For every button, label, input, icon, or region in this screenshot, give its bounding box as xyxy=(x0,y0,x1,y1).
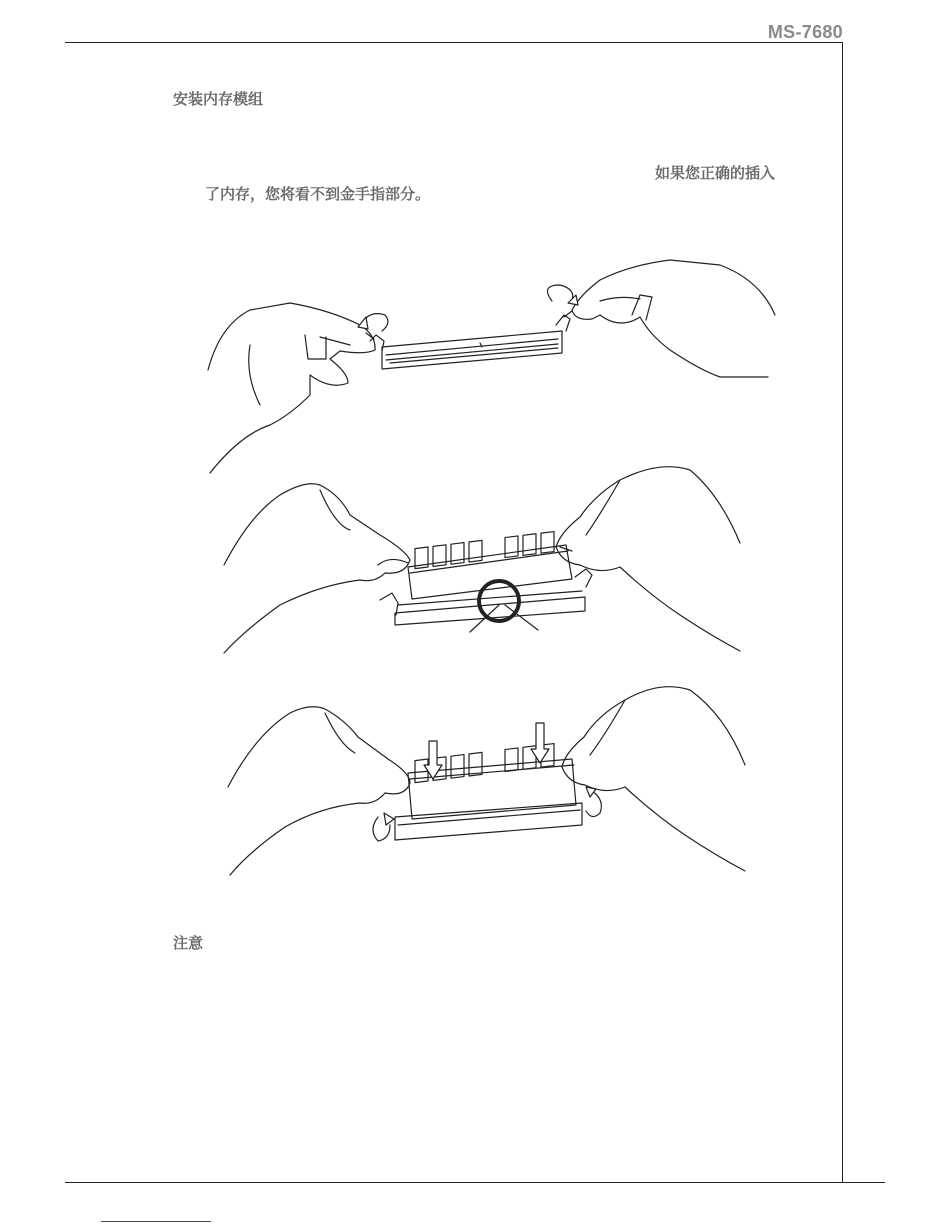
step1-open-clips xyxy=(208,260,775,473)
model-number: MS-7680 xyxy=(767,22,843,42)
note-title: 注意 xyxy=(173,934,204,952)
margin-rule xyxy=(842,42,843,1182)
step3-press-down xyxy=(228,687,745,875)
section-title: 安装内存模组 xyxy=(173,90,264,108)
down-arrow-icon xyxy=(531,723,549,763)
footer-rule xyxy=(65,1182,885,1183)
instruction-line-1: 如果您正确的插入 xyxy=(655,164,776,182)
footer-link-underline xyxy=(101,1221,211,1222)
notch-highlight-circle xyxy=(479,581,519,621)
step2-align-notch xyxy=(224,467,740,653)
header-rule xyxy=(65,42,843,43)
memory-installation-illustration xyxy=(200,255,780,885)
instruction-line-2: 了内存，您将看不到金手指部分。 xyxy=(205,185,431,203)
down-arrow-icon xyxy=(424,741,442,779)
